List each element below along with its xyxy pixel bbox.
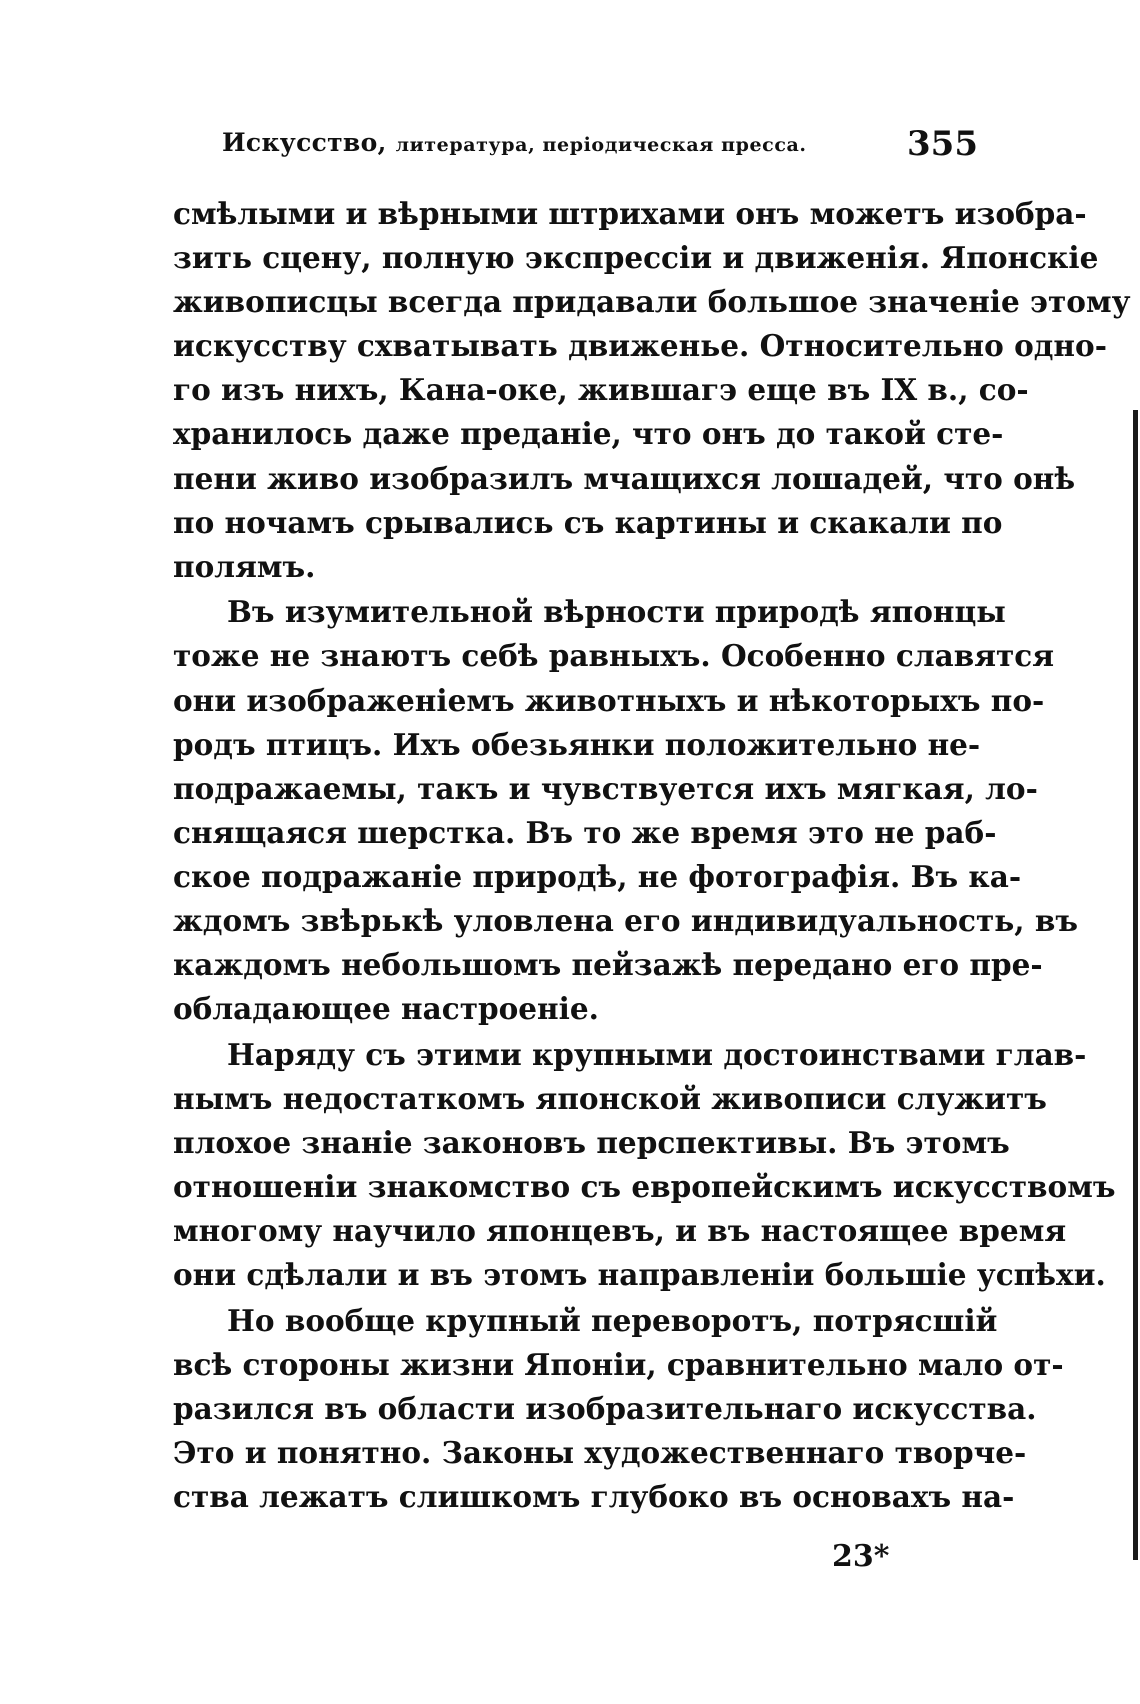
text-line: каждомъ небольшомъ пейзажѣ передано его пре-: [173, 947, 1043, 983]
text-line: ское подражаніе природѣ, не фотографія. Въ ка-: [173, 858, 1022, 894]
paragraph-3: [173, 1033, 1116, 1298]
text-line: отношеніи знакомство съ европейскимъ искусствомъ: [173, 1169, 1116, 1205]
text-line: снящаяся шерстка. Въ то же время это не раб-: [173, 814, 997, 850]
text-line: ждомъ звѣрькѣ уловлена его индивидуальность, въ: [173, 903, 1078, 938]
text-line: плохое знаніе законовъ перспективы. Въ этомъ: [173, 1124, 1010, 1160]
text-line: зить сцену, полную экспрессіи и движенія. Японскіе: [173, 240, 1099, 276]
text-line: живописцы всегда придавали большое значеніе этому: [173, 284, 1131, 320]
text-line: обладающее настроеніе.: [173, 991, 599, 1027]
header-title-rest: литература, періодическая пресса.: [395, 134, 807, 156]
text-line: ства лежатъ слишкомъ глубоко въ основахъ на-: [173, 1479, 1015, 1515]
text-line: подражаемы, такъ и чувствуется ихъ мягкая, ло-: [173, 770, 1038, 806]
text-line: по ночамъ срывались съ картины и скакали по: [173, 504, 1003, 540]
text-line: разился въ области изобразительнаго искусства.: [173, 1391, 1037, 1427]
text-line: они изображеніемъ животныхъ и нѣкоторыхъ по-: [173, 682, 1045, 718]
printer-signature-mark: 23*: [832, 1539, 890, 1574]
text-line: родъ птицъ. Ихъ обезьянки положительно не-: [173, 726, 981, 762]
text-line: всѣ стороны жизни Японіи, сравнительно мало от-: [173, 1346, 1064, 1382]
text-line: тоже не знаютъ себѣ равныхъ. Особенно славятся: [173, 638, 1055, 674]
page-edge-rule: [1133, 410, 1138, 1560]
paragraph-4: [173, 1299, 1064, 1519]
text-line: пени живо изобразилъ мчащихся лошадей, что онѣ: [173, 460, 1076, 496]
text-line: они сдѣлали и въ этомъ направленіи большіе успѣхи.: [173, 1257, 1106, 1293]
text-line: нымъ недостаткомъ японской живописи служитъ: [173, 1080, 1047, 1116]
text-line: го изъ нихъ, Кана-оке, жившагэ еще въ IX в., со-: [173, 372, 1029, 408]
text-line: Наряду съ этими крупными достоинствами глав-: [227, 1036, 1087, 1072]
text-line: хранилось даже преданіе, что онъ до такой сте-: [173, 416, 1004, 452]
text-line: Но вообще крупный переворотъ, потрясшій: [227, 1302, 998, 1338]
paragraph-2: [173, 590, 1078, 1031]
body-text: [173, 192, 1131, 1521]
text-line: искусству схватывать движенье. Относительно одно-: [173, 328, 1107, 364]
header-title-first-word: Искусство,: [222, 128, 387, 157]
text-line: многому научило японцевъ, и въ настоящее время: [173, 1213, 1067, 1249]
running-header: [222, 124, 978, 168]
text-line: полямъ.: [173, 548, 316, 584]
paragraph-1: [173, 192, 1131, 589]
text-line: Въ изумительной вѣрности природѣ японцы: [227, 594, 1006, 630]
text-line: Это и понятно. Законы художественнаго творче-: [173, 1435, 1027, 1471]
text-line: смѣлыми и вѣрными штрихами онъ можетъ изобра-: [173, 196, 1087, 231]
page-number: 355: [907, 124, 978, 164]
running-header-title: [222, 128, 807, 157]
